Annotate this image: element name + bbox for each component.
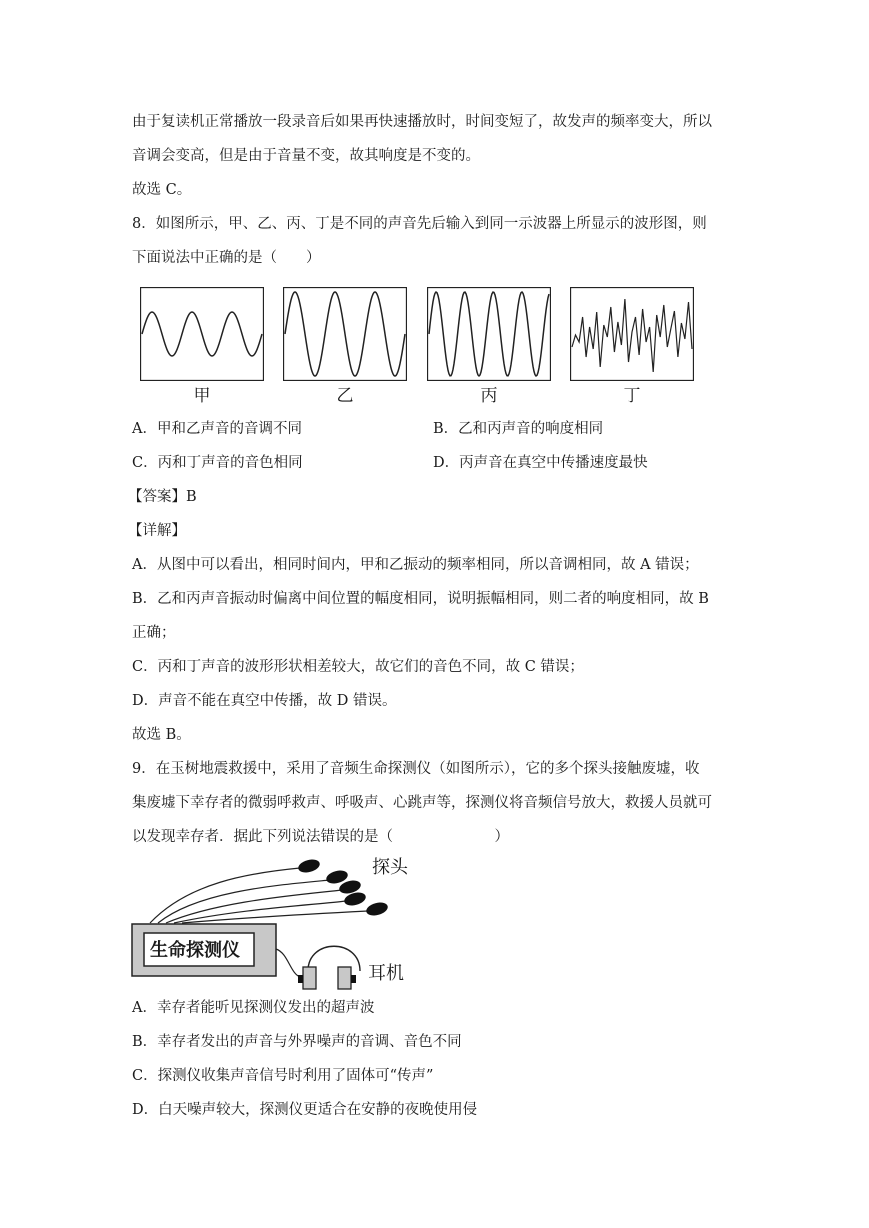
waveform-label-bing: 丙 bbox=[480, 386, 498, 406]
answer-line: 【答案】B bbox=[128, 489, 197, 505]
waveform-jia bbox=[140, 287, 264, 381]
question-9-stem: 9．在玉树地震救援中，采用了音频生命探测仪（如图所示），它的多个探头接触废墟，收 bbox=[132, 761, 700, 777]
probe-label: 探头 bbox=[372, 857, 408, 878]
option-c: C．探测仪收集声音信号时利用了固体可“传声” bbox=[132, 1068, 434, 1084]
waveform-ding bbox=[570, 287, 694, 381]
detail-c: C．丙和丁声音的波形形状相差较大，故它们的音色不同，故 C 错误； bbox=[132, 659, 584, 675]
text-line: 音调会变高，但是由于音量不变，故其响度是不变的。 bbox=[132, 148, 480, 164]
option-b: B．幸存者发出的声音与外界噪声的音调、音色不同 bbox=[132, 1034, 462, 1050]
option-a: A．甲和乙声音的音调不同 bbox=[132, 421, 302, 437]
detail-b-cont: 正确； bbox=[132, 625, 176, 641]
question-9-stem: 以发现幸存者．据此下列说法错误的是（ ） bbox=[132, 829, 509, 845]
waveform-yi bbox=[283, 287, 407, 381]
question-8-stem: 下面说法中正确的是（ ） bbox=[132, 250, 321, 266]
option-b: B．乙和丙声音的响度相同 bbox=[433, 421, 604, 437]
probe-icon bbox=[365, 900, 389, 917]
probe-icon bbox=[297, 857, 321, 874]
earphone-icon bbox=[338, 967, 351, 989]
choose-line: 故选 B。 bbox=[132, 727, 191, 743]
question-9-stem: 集废墟下幸存者的微弱呼救声、呼吸声、心跳声等，探测仪将音频信号放大，救援人员就可 bbox=[132, 795, 712, 811]
device-label: 生命探测仪 bbox=[150, 940, 240, 961]
life-detector-figure bbox=[128, 853, 428, 993]
text-line: 由于复读机正常播放一段录音后如果再快速播放时，时间变短了，故发声的频率变大，所以 bbox=[132, 114, 712, 130]
waveform-label-yi: 乙 bbox=[336, 386, 354, 406]
waveform-bing bbox=[427, 287, 551, 381]
question-8-stem: 8．如图所示，甲、乙、丙、丁是不同的声音先后输入到同一示波器上所显示的波形图，则 bbox=[132, 216, 707, 232]
waveform-label-ding: 丁 bbox=[623, 386, 641, 406]
text-line: 故选 C。 bbox=[132, 182, 192, 198]
option-a: A．幸存者能听见探测仪发出的超声波 bbox=[132, 1000, 375, 1016]
earphone-icon bbox=[303, 967, 316, 989]
detail-header: 【详解】 bbox=[128, 523, 186, 539]
option-d: D．丙声音在真空中传播速度最快 bbox=[433, 455, 648, 471]
waveform-label-jia: 甲 bbox=[193, 386, 211, 406]
detail-d: D．声音不能在真空中传播，故 D 错误。 bbox=[132, 693, 397, 709]
detail-b: B．乙和丙声音振动时偏离中间位置的幅度相同，说明振幅相同，则二者的响度相同，故 B bbox=[132, 591, 709, 607]
option-d: D．白天噪声较大，探测仪更适合在安静的夜晚使用侵 bbox=[132, 1102, 478, 1118]
detail-a: A．从图中可以看出，相同时间内，甲和乙振动的频率相同，所以音调相同，故 A 错误； bbox=[132, 557, 699, 573]
earphone-label: 耳机 bbox=[368, 963, 404, 984]
option-c: C．丙和丁声音的音色相同 bbox=[132, 455, 303, 471]
